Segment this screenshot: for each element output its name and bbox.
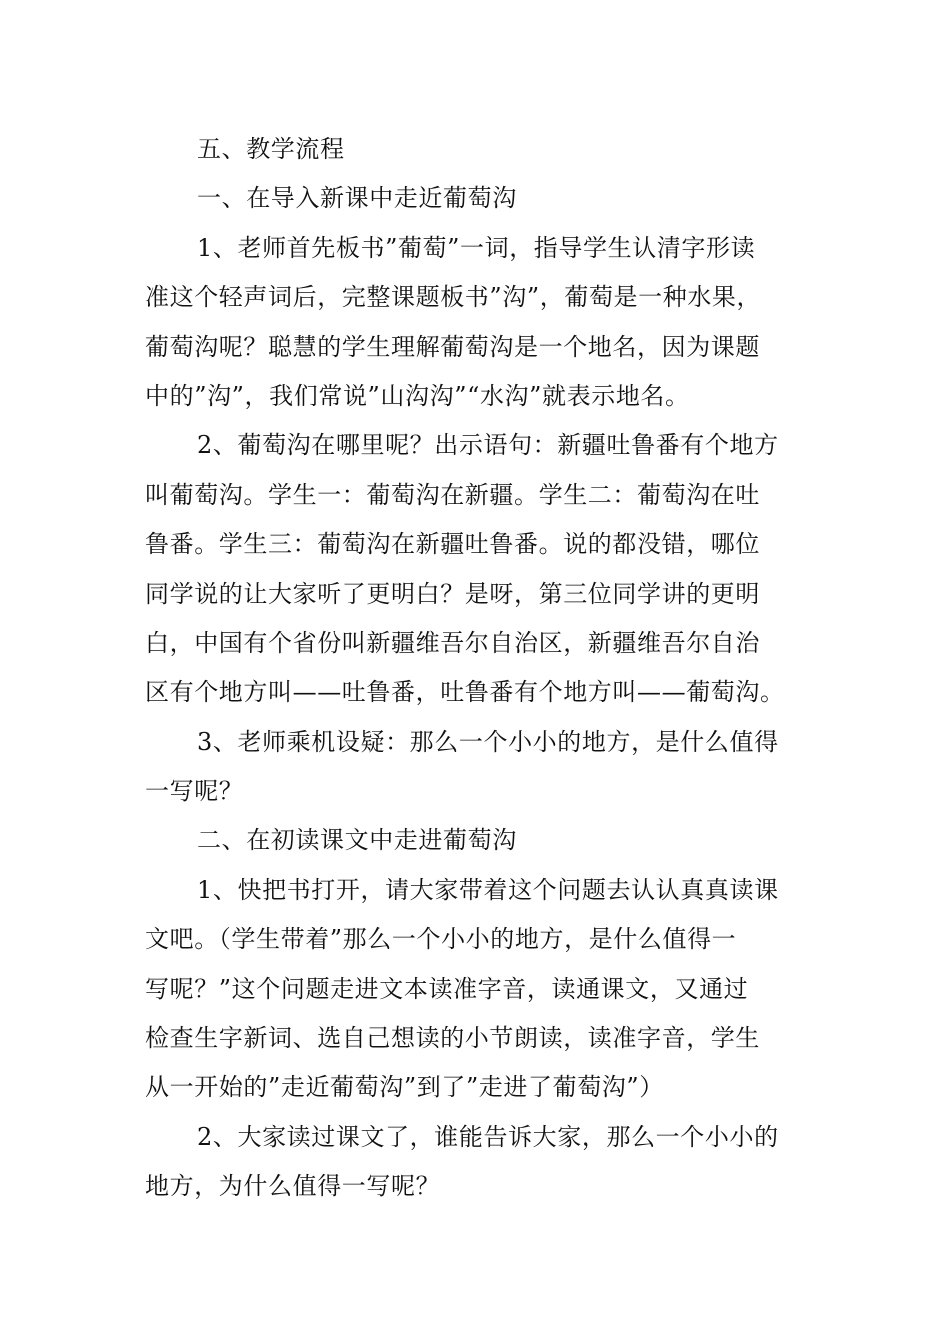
- paragraph-discussion: [145, 1113, 810, 1212]
- text-line: 1、老师首先板书”葡萄”一词，指导学生认清字形读: [197, 233, 756, 262]
- section-heading-two: [145, 816, 810, 865]
- text-line: 检查生字新词、选自己想读的小节朗读，读准字音，学生: [145, 1024, 760, 1053]
- text-line: 叫葡萄沟。学生一：葡萄沟在新疆。学生二：葡萄沟在吐: [145, 480, 760, 509]
- text-line: 1、快把书打开，请大家带着这个问题去认认真真读课: [197, 875, 779, 904]
- text-line: 一写呢？: [145, 777, 244, 806]
- document-body: [145, 125, 810, 1212]
- text-line: 中的”沟”，我们常说”山沟沟”“水沟”就表示地名。: [145, 381, 690, 410]
- text-line: 白，中国有个省份叫新疆维吾尔自治区，新疆维吾尔自治: [145, 628, 760, 657]
- section-heading-one: [145, 174, 810, 223]
- text-line: 同学说的让大家听了更明白？是呀，第三位同学讲的更明: [145, 579, 760, 608]
- heading-teaching-process: [145, 125, 810, 174]
- paragraph-question: [145, 718, 810, 817]
- text-line: 3、老师乘机设疑：那么一个小小的地方，是什么值得: [197, 727, 779, 756]
- text-line: 五、教学流程: [197, 135, 345, 163]
- paragraph-location: [145, 421, 810, 717]
- text-line: 二、在初读课文中走进葡萄沟: [197, 826, 517, 855]
- text-line: 2、大家读过课文了，谁能告诉大家，那么一个小小的: [197, 1122, 779, 1151]
- text-line: 文吧。（学生带着”那么一个小小的地方，是什么值得一: [145, 925, 737, 954]
- text-line: 葡萄沟呢？聪慧的学生理解葡萄沟是一个地名，因为课题: [145, 332, 760, 361]
- paragraph-board-writing: [145, 224, 810, 422]
- text-line: 写呢？”这个问题走进文本读准字音，读通课文，又通过: [145, 974, 749, 1003]
- text-line: 鲁番。学生三：葡萄沟在新疆吐鲁番。说的都没错，哪位: [145, 530, 760, 559]
- text-line: 区有个地方叫——吐鲁番，吐鲁番有个地方叫——葡萄沟。: [145, 678, 785, 707]
- text-line: 地方，为什么值得一写呢？: [145, 1172, 441, 1201]
- text-line: 从一开始的”走近葡萄沟”到了”走进了葡萄沟”）: [145, 1073, 664, 1102]
- text-line: 2、葡萄沟在哪里呢？出示语句：新疆吐鲁番有个地方: [197, 431, 779, 460]
- paragraph-reading: [145, 866, 810, 1113]
- text-line: 准这个轻声词后，完整课题板书”沟”，葡萄是一种水果，: [145, 283, 762, 312]
- text-line: 一、在导入新课中走近葡萄沟: [197, 184, 517, 213]
